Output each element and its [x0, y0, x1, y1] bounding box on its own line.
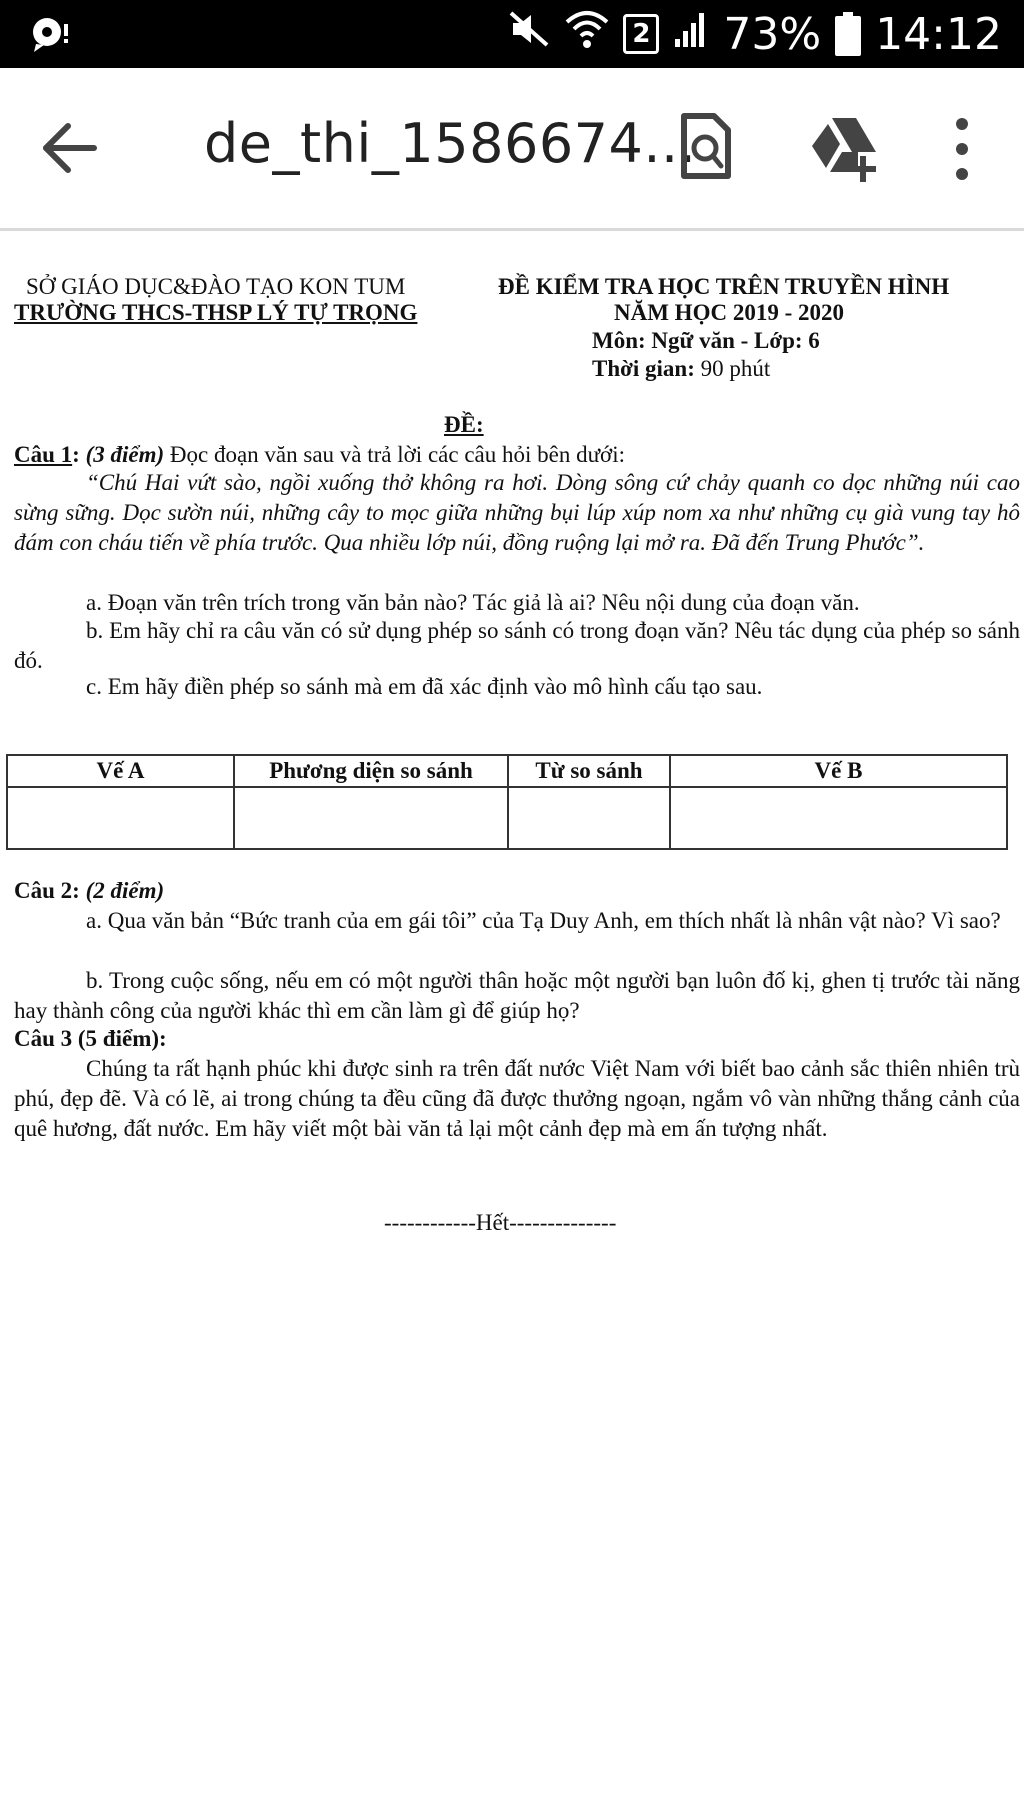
q2-points: (2 điểm): [85, 878, 165, 903]
battery-percent: 73%: [723, 8, 822, 60]
exam-duration: [592, 356, 770, 382]
table-cell: [508, 787, 670, 849]
school-name: TRƯỜNG THCS-THSP LÝ TỰ TRỌNG: [14, 300, 418, 325]
more-vert-icon: [944, 114, 980, 184]
q1-label: Câu 1: [14, 442, 73, 467]
q3-text: Chúng ta rất hạnh phúc khi được sinh ra trên đất nước Việt Nam với biết bao cảnh sắc thiên nhiên trù phú, đẹp đẽ. Và có lẽ, ai trong chúng ta đều cũng đã được thưởng ngoạn, ngắm vô vàn những thắng cảnh của quê hương, đất nước. Em hãy viết một bài văn tả lại một cảnh đẹp mà em ấn tượng nhất.: [14, 1056, 1020, 1141]
clock: 14:12: [875, 8, 1002, 60]
table-cell: [7, 787, 234, 849]
search-in-document-button[interactable]: [678, 112, 734, 182]
table-cell: [670, 787, 1007, 849]
school-year: NĂM HỌC 2019 - 2020: [614, 300, 844, 325]
subject-grade: Môn: Ngữ văn - Lớp: 6: [592, 328, 820, 353]
q1-points: (3 điểm): [85, 442, 165, 467]
q1-part-b: b. Em hãy chỉ ra câu văn có sử dụng phép so sánh có trong đoạn văn? Nêu tác dụng của phép so sánh đó.: [14, 618, 1020, 673]
de-heading: ĐỀ:: [444, 412, 484, 437]
q1-part-a: a. Đoạn văn trên trích trong văn bản nào? Tác giả là ai? Nêu nội dung của đoạn văn.: [86, 590, 860, 615]
signal-icon: [673, 9, 709, 60]
duration-label: Thời gian:: [592, 356, 695, 381]
status-bar: [0, 0, 1024, 68]
app-bar: [0, 68, 1024, 231]
table-row: [7, 787, 1007, 849]
q1-passage: “Chú Hai vứt sào, ngồi xuống thở không ra hơi. Dòng sông cứ chảy quanh co dọc những núi cao sừng sững. Dọc sườn núi, những cây to mọc giữa những bụi lúp xúp nom xa như những cụ già vung tay hô đám con cháu tiến về phía trước. Qua nhiều lớp núi, đồng ruộng lại mở ra. Đã đến Trung Phước”.: [14, 470, 1020, 555]
q2-part-a: a. Qua văn bản “Bức tranh của em gái tôi” của Tạ Duy Anh, em thích nhất là nhân vật nào? Vì sao?: [86, 908, 1001, 933]
question-3-heading: Câu 3 (5 điểm):: [14, 1026, 167, 1051]
sim-2-icon: 2: [623, 14, 659, 54]
more-options-button[interactable]: [944, 114, 980, 184]
question-1-heading: Câu 1: (3 điểm) Đọc đoạn văn sau và trả lời các câu hỏi bên dưới:: [14, 442, 625, 467]
back-button[interactable]: [38, 120, 102, 176]
q2-part-b: b. Trong cuộc sống, nếu em có một người thân hoặc một người bạn luôn đố kị, ghen tị trước tài năng hay thành công của người khác thì em cần làm gì để giúp họ?: [14, 968, 1020, 1023]
exam-title: ĐỀ KIỂM TRA HỌC TRÊN TRUYỀN HÌNH: [498, 274, 950, 299]
drive-add-icon: [808, 116, 884, 182]
table-header-cell: Phương diện so sánh: [234, 755, 508, 787]
q2-label: Câu 2:: [14, 878, 80, 903]
table-cell: [234, 787, 508, 849]
search-doc-icon: [678, 112, 734, 182]
comparison-table: [6, 754, 1008, 850]
table-header-cell: Vế A: [7, 755, 234, 787]
dept-name: SỞ GIÁO DỤC&ĐÀO TẠO KON TUM: [26, 274, 406, 299]
question-2-heading: [14, 876, 1020, 906]
add-to-drive-button[interactable]: [808, 116, 884, 182]
chat-bubble-icon: [30, 14, 70, 58]
table-header-row: [7, 755, 1007, 787]
q1-instruction: Đọc đoạn văn sau và trả lời các câu hỏi bên dưới:: [169, 442, 625, 467]
table-header-cell: Từ so sánh: [508, 755, 670, 787]
back-arrow-icon: [38, 120, 102, 176]
duration-value: 90 phút: [700, 356, 771, 381]
mute-icon: [507, 9, 551, 60]
q1-part-c: c. Em hãy điền phép so sánh mà em đã xác định vào mô hình cấu tạo sau.: [86, 674, 763, 699]
document-title: de_thi_1586674...: [204, 112, 697, 175]
wifi-icon: [565, 8, 609, 61]
end-marker: ------------Hết--------------: [384, 1210, 617, 1235]
battery-icon: [835, 12, 861, 56]
table-header-cell: Vế B: [670, 755, 1007, 787]
document-page[interactable]: [0, 232, 1024, 1820]
